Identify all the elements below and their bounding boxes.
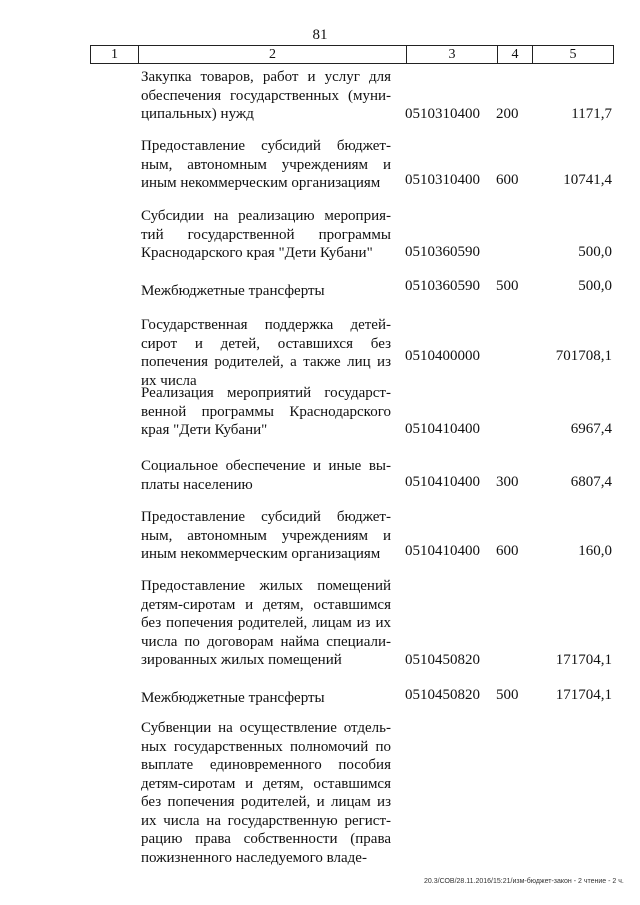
row-amount: 500,0	[578, 244, 612, 260]
row-code: 0510410400	[405, 421, 480, 437]
page-number: 81	[312, 27, 328, 43]
row-amount: 160,0	[578, 543, 612, 559]
row-description: Предоставление субсидий бюджет-ным, автономным учреждениям и иным некоммерческим организациям	[141, 138, 391, 191]
row-code: 0510410400	[405, 474, 480, 490]
row-amount: 1171,7	[571, 106, 612, 122]
row-description: Закупка товаров, работ и услуг для обеспечения государственных (муни-ципальных) нужд	[141, 69, 391, 122]
row-description: Субвенции на осуществление отдель-ных государственных полномочий по выплате единовременного пособия детям-сиротам и детям, оставшимся без попечения родителей, и лицам из их числа на государственную регист-рацию права собственности (права пожизненного наследуемого владе-	[141, 720, 391, 866]
row-description: Государственная поддержка детей-сирот и детей, оставшихся без попечения родителей, а также лиц из их числа	[141, 317, 391, 389]
row-amount: 6967,4	[570, 421, 612, 437]
row-amount: 171704,1	[555, 652, 612, 668]
table-header	[90, 45, 614, 64]
header-col-5: 5	[569, 47, 577, 62]
row-expense-type: 200	[496, 106, 519, 122]
row-expense-type: 500	[496, 278, 519, 294]
row-amount: 171704,1	[555, 687, 612, 703]
row-amount: 10741,4	[563, 172, 612, 188]
header-col-1: 1	[91, 46, 139, 63]
row-expense-type: 300	[496, 474, 519, 490]
row-description: Субсидии на реализацию мероприя-тий государственной программы Краснодарского края "Дети Кубани"	[141, 208, 391, 261]
document-footer: 20.3/СОВ/28.11.2016/15:21/изм-бюджет-закон - 2 чтение - 2 ч.	[424, 878, 624, 885]
row-code: 0510360590	[405, 278, 480, 294]
row-code: 0510310400	[405, 106, 480, 122]
row-description: Предоставление субсидий бюджет-ным, автономным учреждениям и иным некоммерческим организациям	[141, 509, 391, 562]
row-description: Межбюджетные трансферты	[141, 690, 325, 706]
row-amount: 500,0	[578, 278, 612, 294]
row-code: 0510410400	[405, 543, 480, 559]
row-code: 0510360590	[405, 244, 480, 260]
header-col-4: 4	[498, 46, 533, 63]
row-expense-type: 600	[496, 543, 519, 559]
row-amount: 6807,4	[570, 474, 612, 490]
header-col-2: 2	[139, 46, 407, 63]
row-code: 0510400000	[405, 348, 480, 364]
row-description: Реализация мероприятий государст-венной программы Краснодарского края "Дети Кубани"	[141, 385, 391, 438]
row-description: Предоставление жилых помещений детям-сиротам и детям, оставшимся без попечения родителей, лицам из их числа по договорам найма специали-зированных жилых помещений	[141, 578, 391, 668]
row-code: 0510310400	[405, 172, 480, 188]
row-code: 0510450820	[405, 687, 480, 703]
row-expense-type: 500	[496, 687, 519, 703]
row-expense-type: 600	[496, 172, 519, 188]
row-code: 0510450820	[405, 652, 480, 668]
row-description: Межбюджетные трансферты	[141, 283, 325, 299]
row-description: Социальное обеспечение и иные вы-платы населению	[141, 458, 391, 493]
row-amount: 701708,1	[555, 348, 612, 364]
header-col-3: 3	[407, 46, 498, 63]
